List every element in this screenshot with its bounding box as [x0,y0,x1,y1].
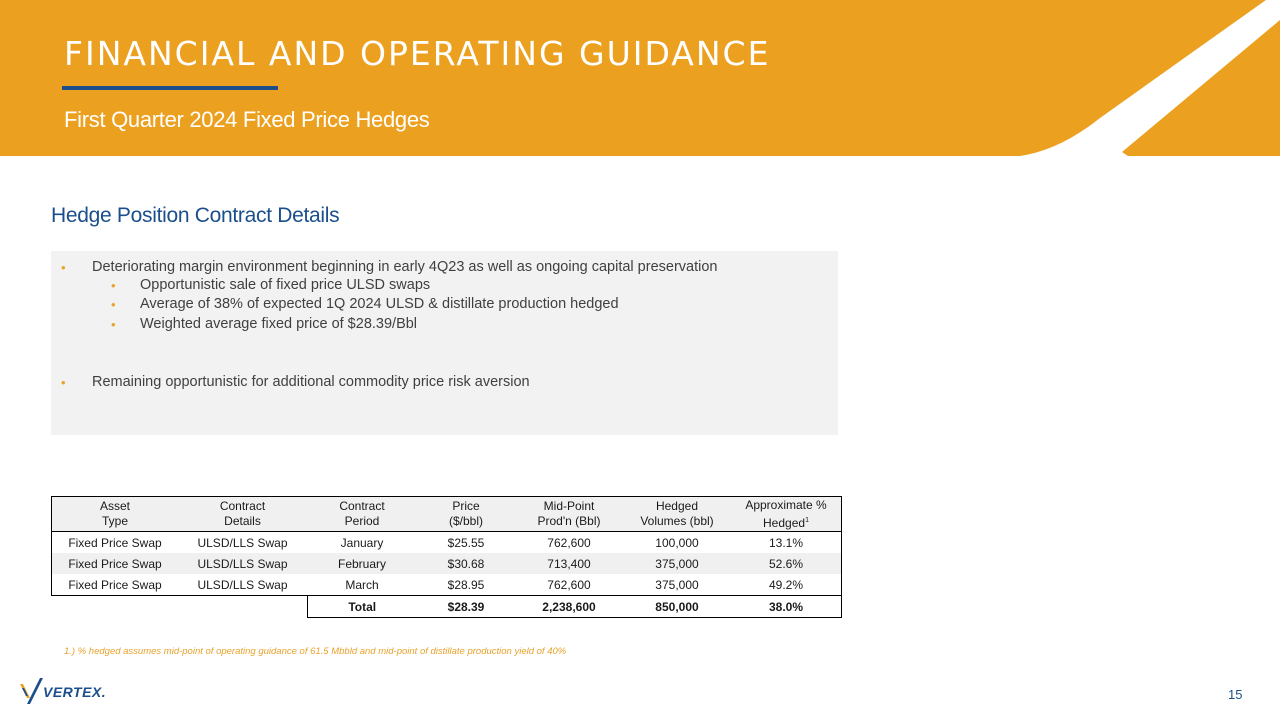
bullet-item [61,374,530,390]
table-cell: 375,000 [655,577,699,592]
bullet-text: Opportunistic sale of fixed price ULSD swaps [140,277,431,293]
header-banner [0,0,1280,156]
bullet-item [61,259,718,275]
table-cell: 850,000 [623,596,731,618]
bullet-panel [51,251,838,435]
table-row [52,532,842,554]
bullet-text: Weighted average fixed price of $28.39/Bbl [140,316,418,332]
footnote: 1.) % hedged assumes mid-point of operating guidance of 61.5 Mbbld and mid-point of distillate production yield of 40% [64,646,567,657]
bullet-dot-icon: • [111,297,116,312]
table-cell: $25.55 [447,535,485,550]
vertex-logo-icon [18,676,44,706]
table-cell: Fixed Price Swap [52,553,179,574]
table-cell: Total [307,596,417,618]
table-cell: 762,600 [547,577,591,592]
section-heading: Hedge Position Contract Details [51,204,340,227]
table-cell: ULSD/LLS Swap [197,535,288,550]
table-cell: Fixed Price Swap [68,577,162,592]
column-header: Mid-Point Prod'n (Bbl) [515,497,623,532]
column-header: Hedged Volumes (bbl) [623,497,731,532]
column-header: Contract Period [307,497,417,532]
page-subtitle: First Quarter 2024 Fixed Price Hedges [64,107,430,132]
table-cell [178,596,307,618]
table-cell: March [345,577,379,592]
bullet-dot-icon: • [111,278,116,293]
table-cell: 13.1% [768,535,804,550]
page-title: FINANCIAL AND OPERATING GUIDANCE [64,34,771,73]
table-cell: January [340,535,384,550]
bullet-text: Average of 38% of expected 1Q 2024 ULSD & distillate production hedged [140,296,619,312]
table-cell: $28.95 [447,577,485,592]
logo-wordmark: VERTEX. [43,684,107,700]
table-cell: ULSD/LLS Swap [197,577,288,592]
hedge-table [51,496,842,618]
sub-bullet-item [111,316,418,332]
table-cell: 2,238,600 [515,596,623,618]
table-header-row [52,497,842,532]
table-cell: 713,400 [515,553,623,574]
table-cell: $30.68 [417,553,515,574]
table-total-row [52,596,842,618]
bullet-text: Remaining opportunistic for additional commodity price risk aversion [92,374,530,390]
title-underline [62,86,278,90]
bullet-dot-icon: • [61,260,66,275]
bullet-dot-icon: • [61,375,66,390]
table-cell: February [307,553,417,574]
bullet-dot-icon: • [111,317,116,332]
table-cell: 49.2% [768,577,804,592]
table-cell: 52.6% [731,553,842,574]
footnote-mark: 1 [805,516,809,524]
column-header: Asset Type [52,497,179,532]
page-number: 15 [1228,687,1243,702]
table-row [52,574,842,596]
column-header: Contract Details [178,497,307,532]
bullet-text: Deteriorating margin environment beginning in early 4Q23 as well as ongoing capital preservation [92,259,718,275]
table-cell: 100,000 [655,535,699,550]
company-logo [18,676,128,706]
sub-bullet-item [111,296,619,312]
column-header: Price ($/bbl) [417,497,515,532]
table-cell: $28.39 [417,596,515,618]
table-cell: Fixed Price Swap [68,535,162,550]
table-cell: 38.0% [731,596,842,618]
table-cell: 762,600 [547,535,591,550]
table-cell: 375,000 [623,553,731,574]
column-header: Approximate % Hedged$^1$ [731,497,842,532]
sub-bullet-item [111,277,431,293]
table-row [52,553,842,574]
table-cell: ULSD/LLS Swap [178,553,307,574]
table-cell [52,596,179,618]
